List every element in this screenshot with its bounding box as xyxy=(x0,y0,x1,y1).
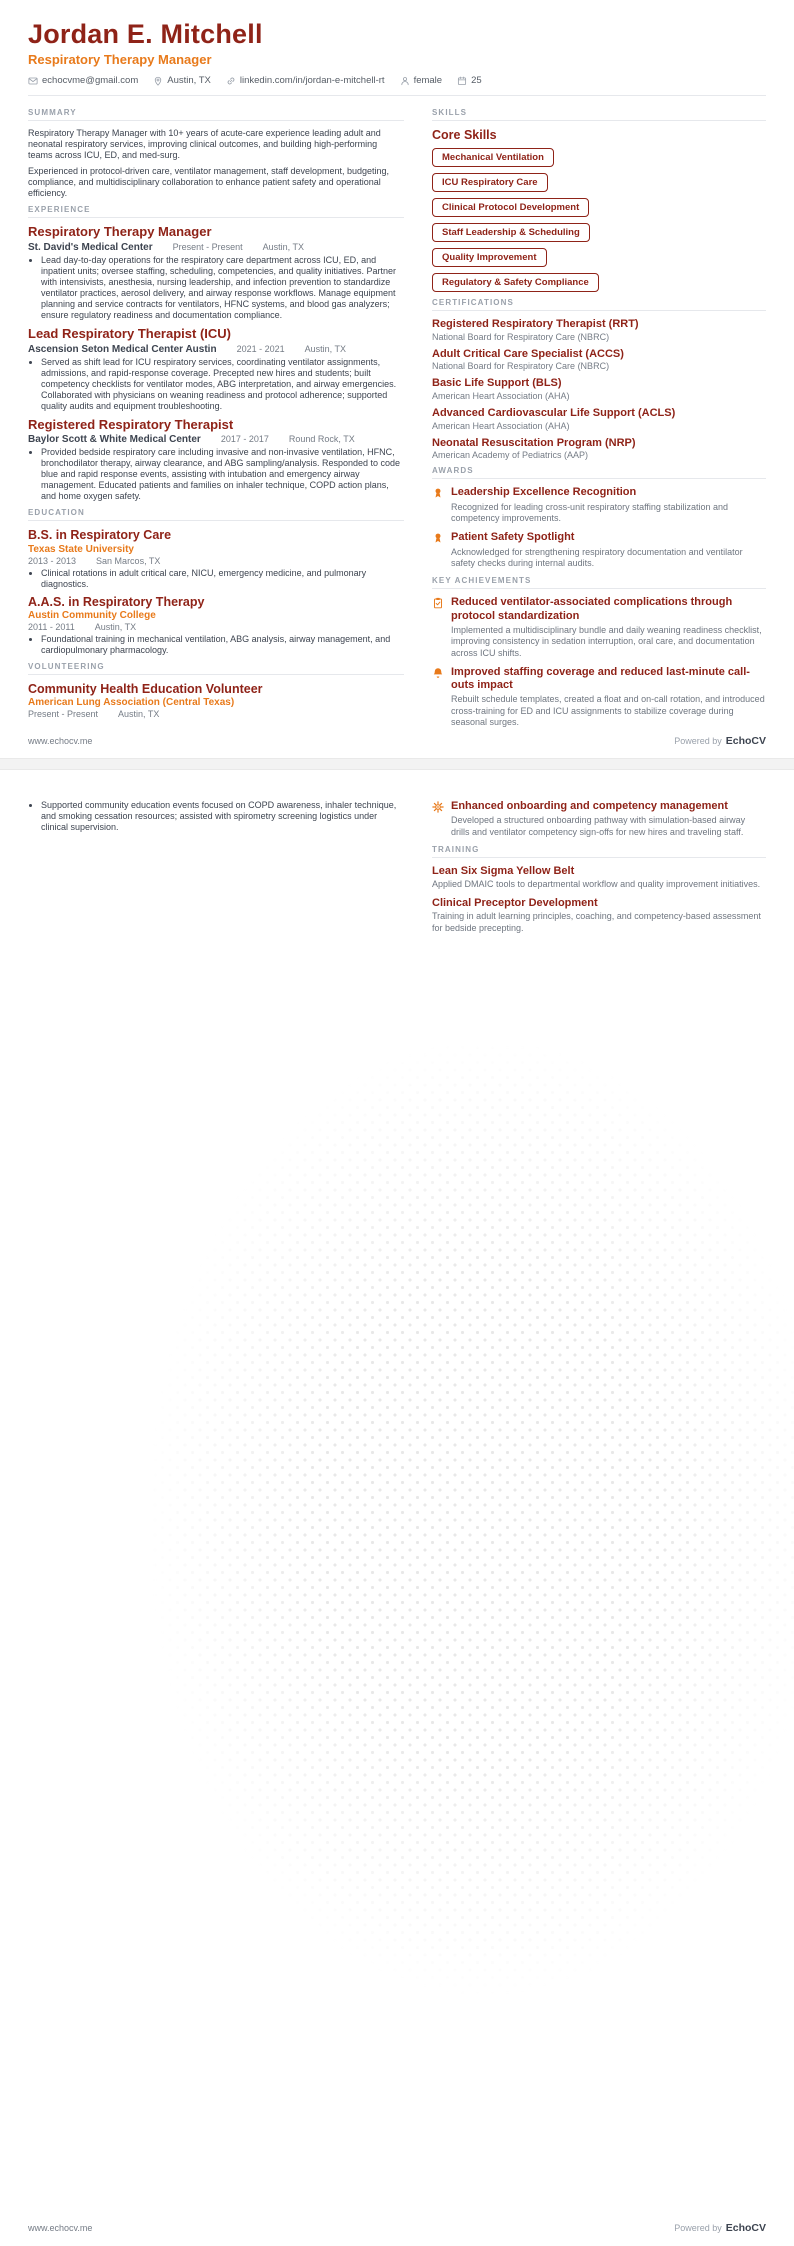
footer-site-link[interactable]: www.echocv.me xyxy=(28,736,93,746)
achievement-description: Implemented a multidisciplinary bundle and daily weaning readiness checklist, improving consistency in sedation interruption, oral care, and documentation across ICU shifts. xyxy=(451,624,762,658)
achievement-description: Rebuilt schedule templates, created a float and on-call rotation, and introduced cross-training for ED and ICU assignments to stabilize coverage during seasonal surges. xyxy=(451,694,765,728)
certification-name: Basic Life Support (BLS) xyxy=(432,377,562,390)
skill-pill: Clinical Protocol Development xyxy=(432,198,589,217)
left-column xyxy=(28,108,404,736)
job-title: Respiratory Therapy Manager xyxy=(28,223,212,239)
key-achievements-label: KEY ACHIEVEMENTS xyxy=(432,576,766,589)
contact-gender-text: female xyxy=(413,75,443,87)
job-location: Austin, TX xyxy=(304,343,346,354)
school-name: Texas State University xyxy=(28,543,134,555)
certification-org: American Academy of Pediatrics (AAP) xyxy=(432,450,589,461)
job-dates: Present - Present xyxy=(172,241,243,252)
resume-page-2 xyxy=(0,770,794,2245)
volunteering-bullet: • Supported community education events focused on COPD awareness, inhaler technique, and smoking cessation resources; assisted with spirometry screening logistics under clinical supervision. xyxy=(41,800,404,833)
person-icon xyxy=(400,76,410,86)
experience-label: EXPERIENCE xyxy=(28,205,404,218)
job-meta xyxy=(28,434,404,445)
job-dates: 2017 - 2017 xyxy=(220,434,269,445)
job-company: Ascension Seton Medical Center Austin xyxy=(28,343,217,355)
candidate-title: Respiratory Therapy Manager xyxy=(28,52,212,68)
certifications-label: CERTIFICATIONS xyxy=(432,298,766,311)
certification-name: Neonatal Resuscitation Program (NRP) xyxy=(432,436,636,449)
calendar-icon xyxy=(457,76,467,86)
contact-email[interactable] xyxy=(28,75,138,86)
medal-icon xyxy=(432,487,444,499)
education-entry xyxy=(28,595,404,656)
degree-title: A.A.S. in Respiratory Therapy xyxy=(28,594,205,609)
contact-age-text: 25 xyxy=(471,75,482,87)
experience-job xyxy=(28,418,404,503)
training-title: Lean Six Sigma Yellow Belt xyxy=(432,865,575,878)
award-title: Patient Safety Spotlight xyxy=(451,531,575,544)
footer-powered-prefix: Powered by xyxy=(674,736,722,746)
link-icon xyxy=(226,76,236,86)
volunteering-location: Austin, TX xyxy=(118,709,160,720)
section-summary xyxy=(28,108,404,199)
section-experience xyxy=(28,205,404,502)
right-column xyxy=(432,108,766,736)
job-title: Registered Respiratory Therapist xyxy=(28,416,234,432)
certification-org: American Heart Association (AHA) xyxy=(432,391,570,402)
job-location: Austin, TX xyxy=(262,241,305,252)
footer-brand: EchoCV xyxy=(725,735,766,747)
summary-paragraph: Experienced in protocol-driven care, ventilator management, staff development, budgeting, compliance, and multidisciplinary collaboration to enhance patient safety and operational efficiency. xyxy=(28,166,390,198)
award-title: Leadership Excellence Recognition xyxy=(451,486,637,499)
skill-pill: Regulatory & Safety Compliance xyxy=(432,273,599,292)
job-location: Round Rock, TX xyxy=(288,434,355,445)
volunteer-role: Community Health Education Volunteer xyxy=(28,681,263,696)
education-entry xyxy=(28,528,404,589)
training-item xyxy=(432,865,766,890)
skill-pill-list xyxy=(432,148,766,292)
contact-linkedin[interactable] xyxy=(226,75,385,86)
job-meta xyxy=(28,242,404,253)
gear-icon xyxy=(432,801,444,813)
certification-item xyxy=(432,437,766,461)
job-bullets xyxy=(28,255,404,321)
skills-label: SKILLS xyxy=(432,108,766,121)
summary-paragraph: Respiratory Therapy Manager with 10+ years of acute-care experience leading adult and neonatal respiratory services, improving clinical outcomes, and building high-performing teams across ICU, ED, and med-surg. xyxy=(28,128,381,161)
training-label: TRAINING xyxy=(432,845,766,858)
job-bullet: • Lead day-to-day operations for the respiratory care department across ICU, ED, and inpatient units; oversee staffing, scheduling, competencies, and quality initiatives. Partner with intensivists, anesthesia, nursing leadership, and infection prevention to standardize ventilator practices, aerosol delivery, and airway response workflows. Manage equipment planning and service contracts for ventilators, HFNC systems, and blood gas analyzers; ensure regulatory readiness and documentation compliance. xyxy=(41,255,404,321)
section-key-achievements xyxy=(432,576,766,728)
bell-icon xyxy=(432,667,444,679)
left-column-continued xyxy=(28,800,404,941)
awards-label: AWARDS xyxy=(432,466,766,479)
location-pin-icon xyxy=(153,76,163,86)
contact-gender xyxy=(400,75,443,86)
page-break xyxy=(0,758,794,770)
education-dates: 2011 - 2011 xyxy=(28,621,75,632)
certification-item xyxy=(432,318,766,342)
page-footer xyxy=(28,2222,766,2234)
volunteering-bullets-continued xyxy=(28,800,404,833)
job-company: St. David's Medical Center xyxy=(28,241,153,253)
halftone-dots-decoration xyxy=(110,995,794,2085)
experience-job xyxy=(28,327,404,412)
clipboard-check-icon xyxy=(432,597,444,609)
skill-pill: ICU Respiratory Care xyxy=(432,173,548,192)
section-skills xyxy=(432,108,766,292)
certification-item xyxy=(432,407,766,431)
footer-site-link[interactable]: www.echocv.me xyxy=(28,2223,93,2233)
footer-powered-prefix: Powered by xyxy=(674,2223,722,2233)
achievement-title: Reduced ventilator-associated complications through protocol standardization xyxy=(451,596,733,622)
job-dates: 2021 - 2021 xyxy=(236,343,285,354)
certification-org: National Board for Respiratory Care (NBRC) xyxy=(432,331,610,342)
education-location: San Marcos, TX xyxy=(96,555,161,566)
volunteering-label: VOLUNTEERING xyxy=(28,662,404,675)
job-bullet: • Provided bedside respiratory care including invasive and non-invasive ventilation, HFNC, bronchodilator therapy, airway clearance, and ABG sampling/analysis. Responded to code blue and rapid response events, assisting with intubation and emergency airway management. Educated patients and families on inhaler technique, COPD action plans, and home oxygen safety. xyxy=(41,447,404,502)
volunteer-org: American Lung Association (Central Texas) xyxy=(28,697,235,709)
certification-org: American Heart Association (AHA) xyxy=(432,420,570,431)
job-title: Lead Respiratory Therapist (ICU) xyxy=(28,325,231,341)
award-description: Recognized for leading cross-unit respiratory staffing stabilization and competency improvements. xyxy=(451,501,728,523)
education-location: Austin, TX xyxy=(94,621,137,632)
contact-location-text: Austin, TX xyxy=(167,75,211,87)
education-dates: 2013 - 2013 xyxy=(28,555,77,566)
medal-icon xyxy=(432,532,444,544)
training-title: Clinical Preceptor Development xyxy=(432,897,598,910)
achievement-item xyxy=(432,596,766,659)
award-item xyxy=(432,486,766,524)
section-volunteering xyxy=(28,662,404,719)
school-name: Austin Community College xyxy=(28,609,156,621)
job-company: Baylor Scott & White Medical Center xyxy=(28,434,201,446)
page-footer xyxy=(28,735,766,747)
section-certifications xyxy=(432,298,766,460)
certification-item xyxy=(432,348,766,372)
certification-name: Advanced Cardiovascular Life Support (ACLS) xyxy=(432,407,676,420)
job-meta xyxy=(28,344,404,355)
footer-powered xyxy=(674,735,766,747)
job-bullets xyxy=(28,447,404,502)
education-meta xyxy=(28,622,404,632)
education-label: EDUCATION xyxy=(28,508,404,521)
education-meta xyxy=(28,556,404,566)
education-bullets xyxy=(28,634,404,656)
award-description: Acknowledged for strengthening respiratory documentation and ventilator safety checks during internal audits. xyxy=(451,546,743,568)
right-column-continued xyxy=(432,800,766,941)
certification-name: Adult Critical Care Specialist (ACCS) xyxy=(432,347,624,360)
footer-brand: EchoCV xyxy=(725,2222,766,2234)
volunteering-dates: Present - Present xyxy=(28,709,99,720)
skill-pill: Quality Improvement xyxy=(432,248,547,267)
resume-page-1 xyxy=(0,0,794,758)
resume-header xyxy=(28,20,766,96)
education-bullet: • Foundational training in mechanical ventilation, ABG analysis, airway management, and cardiopulmonary pharmacology. xyxy=(41,634,404,656)
envelope-icon xyxy=(28,76,38,86)
education-bullets xyxy=(28,568,404,590)
volunteering-meta xyxy=(28,709,404,719)
education-bullet: • Clinical rotations in adult critical care, NICU, emergency medicine, and pulmonary diagnostics. xyxy=(41,568,404,590)
summary-label: SUMMARY xyxy=(28,108,404,121)
achievement-title: Enhanced onboarding and competency management xyxy=(451,800,728,812)
training-description: Training in adult learning principles, coaching, and competency-based assessment for bedside precepting. xyxy=(432,911,761,933)
certification-org: National Board for Respiratory Care (NBRC) xyxy=(432,361,610,372)
job-bullets xyxy=(28,357,404,412)
contact-age xyxy=(457,75,482,86)
achievement-description: Developed a structured onboarding pathway with simulation-based airway drills and ventilator competency sign-offs for new hires and traveling staff. xyxy=(451,815,746,837)
contact-linkedin-text: linkedin.com/in/jordan-e-mitchell-rt xyxy=(239,75,385,87)
experience-job xyxy=(28,225,404,321)
candidate-name: Jordan E. Mitchell xyxy=(28,19,263,49)
achievement-title: Improved staffing coverage and reduced last-minute call-outs impact xyxy=(451,666,750,692)
achievement-item xyxy=(432,800,766,838)
award-item xyxy=(432,531,766,569)
section-education xyxy=(28,508,404,656)
contact-row xyxy=(28,75,766,96)
degree-title: B.S. in Respiratory Care xyxy=(28,528,172,543)
skill-pill: Mechanical Ventilation xyxy=(432,148,554,167)
contact-email-text: echocvme@gmail.com xyxy=(42,75,139,87)
contact-location xyxy=(153,75,211,86)
skill-pill: Staff Leadership & Scheduling xyxy=(432,223,590,242)
certification-item xyxy=(432,377,766,401)
section-training xyxy=(432,845,766,934)
training-description: Applied DMAIC tools to departmental workflow and quality improvement initiatives. xyxy=(432,879,761,890)
job-bullet: • Served as shift lead for ICU respiratory services, coordinating ventilator assignments, admissions, and rapid-response coverage. Precepted new hires and students; built competency checklists for ventilator modes, ABG interpretation, and airway emergencies. Collaborated with physicians on weaning readiness and protocol adherence; supported quality audits and equipment troubleshooting. xyxy=(41,357,404,412)
achievement-item xyxy=(432,666,766,729)
section-awards xyxy=(432,466,766,569)
core-skills-heading: Core Skills xyxy=(432,128,497,143)
certification-name: Registered Respiratory Therapist (RRT) xyxy=(432,318,639,331)
training-item xyxy=(432,897,766,934)
footer-powered xyxy=(674,2222,766,2234)
